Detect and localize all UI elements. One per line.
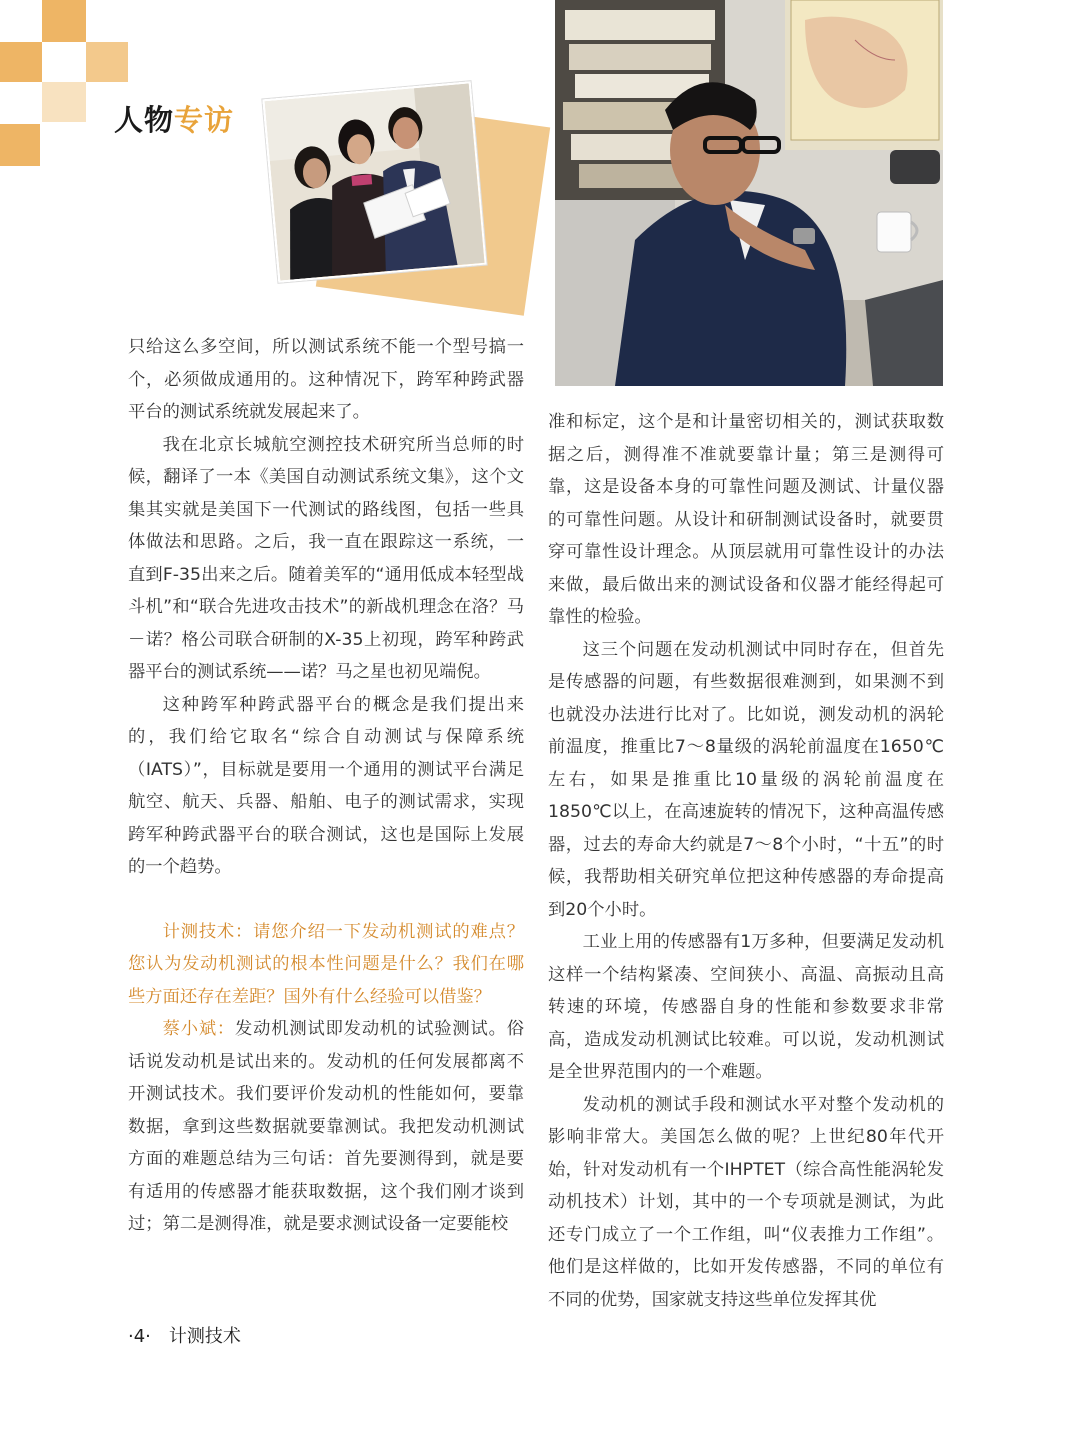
speaker-name: 蔡小斌： bbox=[162, 1019, 236, 1039]
paragraph: 发动机的测试手段和测试水平对整个发动机的影响非常大。美国怎么做的呢？上世纪80年代开始，针对发动机有一个IHPTET（综合高性能涡轮发动机技术）计划，其中的一个专项就是测试，为此还专门成立了一个工作组，叫“仪表推力工作组”。他们是这样做的，比如开发传感器，不同的单位有不同的优势，国家就支持这些单位发挥其优 bbox=[548, 1094, 944, 1310]
section-title bbox=[114, 98, 234, 139]
answer-text: 发动机测试即发动机的试验测试。俗话说发动机是试出来的。发动机的任何发展都离不开测试技术。我们要评价发动机的性能如何，要靠数据，拿到这些数据就要靠测试。我把发动机测试方面的难题总结为三句话：首先要测得到，就是要有适用的传感器才能获取数据，这个我们刚才谈到过；第二是测得准，就是要求测试设备一定要能校 bbox=[128, 1019, 524, 1234]
group-discussion-photo bbox=[262, 81, 486, 283]
left-text-column bbox=[128, 331, 524, 1241]
right-text-column bbox=[548, 406, 944, 1316]
paragraph: 这种跨军种跨武器平台的概念是我们提出来的，我们给它取名“综合自动测试与保障系统（IATS）”，目标就是要用一个通用的测试平台满足航空、航天、兵器、船舶、电子的测试需求，实现跨军种跨武器平台的联合测试，这也是国际上发展的一个趋势。 bbox=[128, 694, 524, 877]
decor-square bbox=[42, 0, 86, 42]
group-photo-image bbox=[265, 83, 485, 280]
decor-square bbox=[42, 82, 86, 122]
paragraph-gap bbox=[128, 884, 524, 916]
section-title-part1: 人物 bbox=[114, 103, 175, 137]
paragraph: 只给这么多空间，所以测试系统不能一个型号搞一个，必须做成通用的。这种情况下，跨军种跨武器平台的测试系统就发展起来了。 bbox=[128, 337, 524, 422]
interview-answer bbox=[128, 1013, 524, 1241]
decor-square bbox=[0, 0, 40, 42]
paragraph: 工业上用的传感器有1万多种，但要满足发动机这样一个结构紧凑、空间狭小、高温、高振动且高转速的环境，传感器自身的性能和参数要求非常高，造成发动机测试比较难。可以说，发动机测试是全世界范围内的一个难题。 bbox=[548, 932, 944, 1082]
decor-square bbox=[0, 42, 42, 82]
portrait-image bbox=[555, 0, 943, 386]
section-title-part2: 专访 bbox=[174, 103, 235, 137]
decor-square bbox=[86, 42, 128, 82]
journal-name: 计测技术 bbox=[168, 1326, 241, 1347]
interview-question: 计测技术：请您介绍一下发动机测试的难点？您认为发动机测试的根本性问题是什么？我们在哪些方面还存在差距？国外有什么经验可以借鉴？ bbox=[128, 921, 524, 1007]
interviewee-portrait-photo bbox=[555, 0, 943, 386]
paragraph: 我在北京长城航空测控技术研究所当总师的时候，翻译了一本《美国自动测试系统文集》，这个文集其实就是美国下一代测试的路线图，包括一些具体做法和思路。之后，我一直在跟踪这一系统，一直到F-35出来之后。随着美军的“通用低成本轻型战斗机”和“联合先进攻击技术”的新战机理念在洛？马－诺？格公司联合研制的X-35上初现，跨军种跨武器平台的测试系统——诺？马之星也初见端倪。 bbox=[128, 434, 524, 682]
page-footer bbox=[128, 1322, 241, 1348]
decor-square bbox=[0, 124, 40, 166]
paragraph: 这三个问题在发动机测试中同时存在，但首先是传感器的问题，有些数据很难测到，如果测不到也就没办法进行比对了。比如说，测发动机的涡轮前温度，推重比7～8量级的涡轮前温度在1650℃左右，如果是推重比10量级的涡轮前温度在1850℃以上，在高速旋转的情况下，这种高温传感器，过去的寿命大约就是7～8个小时，“十五”的时候，我帮助相关研究单位把这种传感器的寿命提高到20个小时。 bbox=[548, 639, 944, 920]
page-number: ·4· bbox=[128, 1326, 151, 1347]
paragraph: 准和标定，这个是和计量密切相关的，测试获取数据之后，测得准不准就要靠计量；第三是测得可靠，这是设备本身的可靠性问题及测试、计量仪器的可靠性问题。从设计和研制测试设备时，就要贯穿可靠性设计理念。从顶层就用可靠性设计的办法来做，最后做出来的测试设备和仪器才能经得起可靠性的检验。 bbox=[548, 412, 944, 627]
